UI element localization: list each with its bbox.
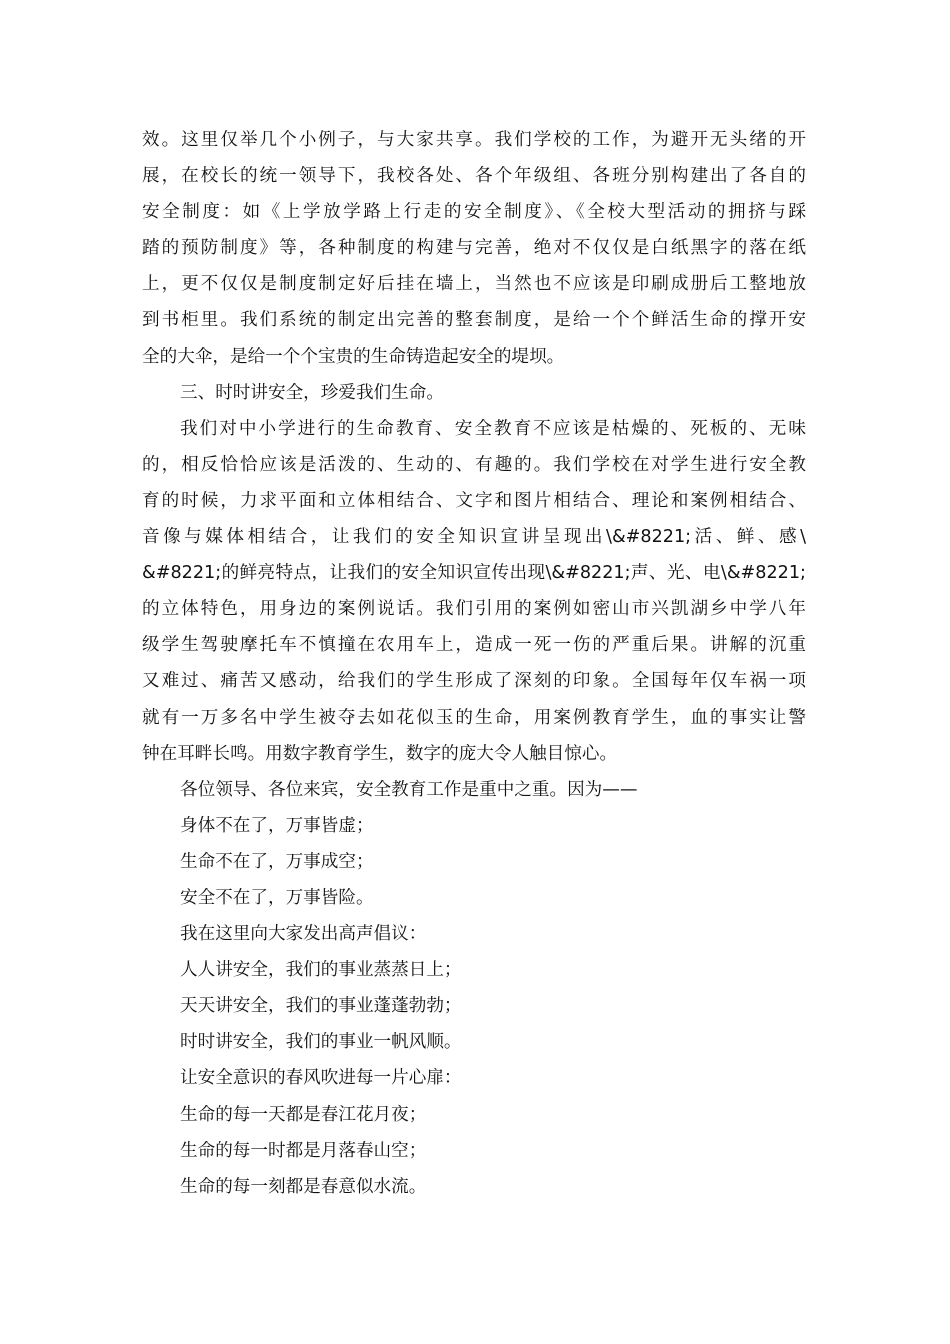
text-line: 的，相反恰恰应该是活泼的、生动的、有趣的。我们学校在对学生进行安全教: [142, 454, 806, 475]
verse-line: 生命的每一刻都是春意似水流。: [180, 1176, 427, 1197]
text-line: 我在这里向大家发出高声倡议：: [180, 924, 427, 945]
text-line: 展，在校长的统一领导下，我校各处、各个年级组、各班分别构建出了各自的: [142, 166, 806, 187]
verse-line: 生命的每一天都是春江花月夜；: [180, 1104, 427, 1125]
text-line: 我们对中小学进行的生命教育、安全教育不应该是枯燥的、死板的、无味: [180, 418, 806, 439]
text-line: 上，更不仅仅是制度制定好后挂在墙上，当然也不应该是印刷成册后工整地放: [142, 274, 806, 295]
text-line: 音像与媒体相结合，让我们的安全知识宣讲呈现出\&#8221;活、鲜、感\: [142, 527, 806, 548]
text-line: 全的大伞，是给一个个宝贵的生命铸造起安全的堤坝。: [142, 346, 565, 367]
verse-line: 生命不在了，万事成空；: [180, 851, 374, 872]
verse-line: 生命的每一时都是月落春山空；: [180, 1140, 427, 1161]
document-body: [142, 122, 806, 1205]
text-line: 让安全意识的春风吹进每一片心扉：: [180, 1068, 462, 1089]
text-line: 踏的预防制度》等，各种制度的构建与完善，绝对不仅仅是白纸黑字的落在纸: [142, 238, 806, 259]
verse-line: 安全不在了，万事皆险。: [180, 887, 374, 908]
text-line: 又难过、痛苦又感动，给我们的学生形成了深刻的印象。全国每年仅车祸一项: [142, 671, 806, 692]
text-line: 效。这里仅举几个小例子，与大家共享。我们学校的工作，为避开无头绪的开: [142, 130, 806, 150]
section-heading: 三、时时讲安全，珍爱我们生命。: [180, 382, 444, 403]
text-line: &#8221;的鲜亮特点，让我们的安全知识宣传出现\&#8221;声、光、电\&#8221;: [142, 563, 806, 584]
verse-line: 天天讲安全，我们的事业蓬蓬勃勃；: [180, 996, 462, 1017]
text-line: 就有一万多名中学生被夺去如花似玉的生命，用案例教育学生，血的事实让警: [142, 707, 806, 728]
text-line: 到书柜里。我们系统的制定出完善的整套制度，是给一个个鲜活生命的撑开安: [142, 310, 806, 331]
text-line: 钟在耳畔长鸣。用数字教育学生，数字的庞大令人触目惊心。: [142, 743, 618, 764]
text-line: 育的时候，力求平面和立体相结合、文字和图片相结合、理论和案例相结合、: [142, 490, 806, 511]
text-line: 各位领导、各位来宾，安全教育工作是重中之重。因为——: [180, 779, 638, 800]
text-line: 安全制度：如《上学放学路上行走的安全制度》、《全校大型活动的拥挤与踩: [142, 202, 806, 223]
verse-line: 身体不在了，万事皆虚；: [180, 815, 374, 836]
text-line: 级学生驾驶摩托车不慎撞在农用车上，造成一死一伤的严重后果。讲解的沉重: [142, 635, 806, 656]
verse-line: 人人讲安全，我们的事业蒸蒸日上；: [180, 960, 462, 981]
text-line: 的立体特色，用身边的案例说话。我们引用的案例如密山市兴凯湖乡中学八年: [142, 599, 806, 620]
verse-line: 时时讲安全，我们的事业一帆风顺。: [180, 1032, 462, 1053]
